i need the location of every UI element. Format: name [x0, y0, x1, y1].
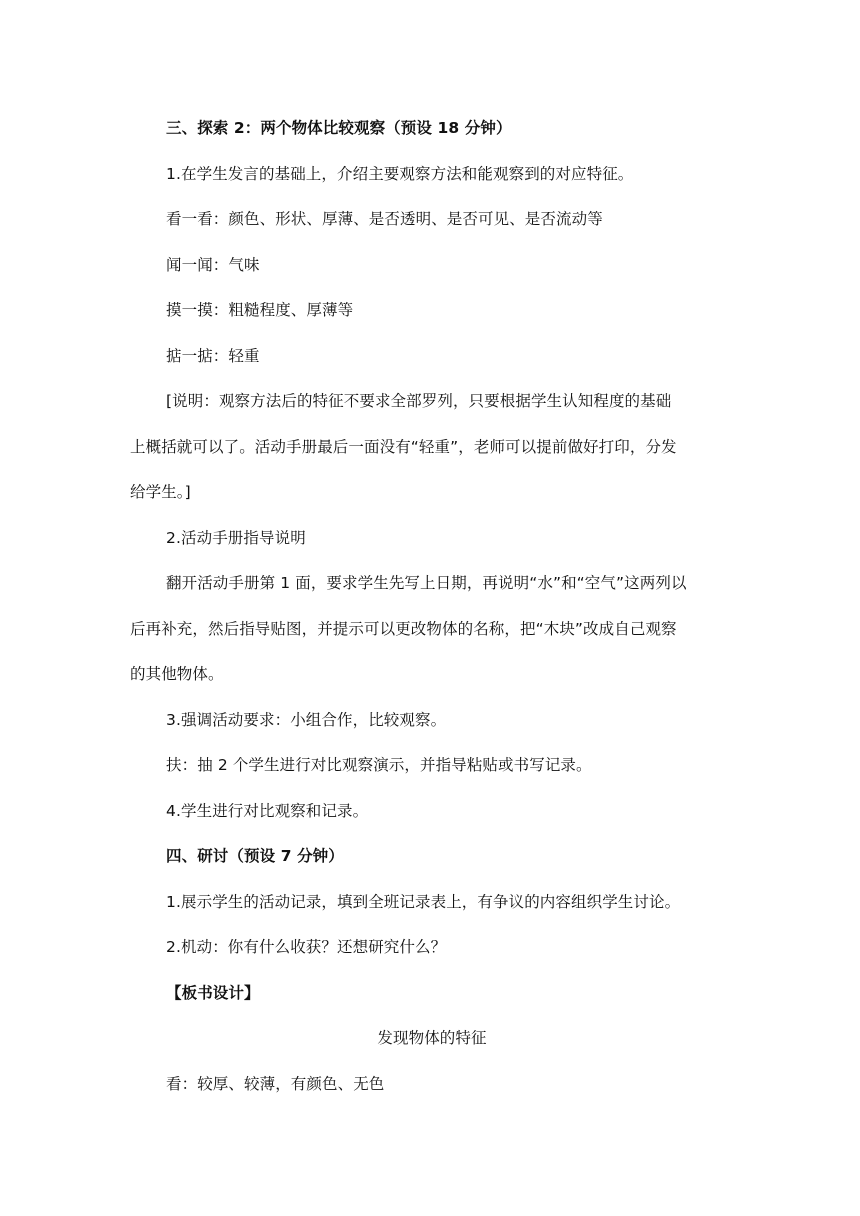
board-look-line: 看：较厚、较薄，有颜色、无色 [166, 1074, 385, 1093]
section-heading-discussion: 四、研讨（预设 7 分钟） [166, 847, 344, 865]
paragraph-touch: 摸一摸：粗糙程度、厚薄等 [166, 301, 354, 319]
paragraph-step-2: 2.活动手册指导说明 [166, 528, 306, 547]
paragraph-handbook-line-2: 后再补充，然后指导贴图，并提示可以更改物体的名称，把“木块”改成自己观察 [130, 619, 677, 638]
paragraph-demo: 扶：抽 2 个学生进行对比观察演示，并指导粘贴或书写记录。 [166, 756, 592, 774]
paragraph-note-line-2: 上概括就可以了。活动手册最后一面没有“轻重”，老师可以提前做好打印，分发 [130, 437, 677, 456]
paragraph-step-3: 3.强调活动要求：小组合作，比较观察。 [166, 710, 447, 729]
section-heading-board-design: 【板书设计】 [166, 983, 260, 1002]
paragraph-weigh: 掂一掂：轻重 [166, 346, 260, 365]
paragraph-step-1: 1.在学生发言的基础上，介绍主要观察方法和能观察到的对应特征。 [166, 164, 634, 183]
paragraph-discussion-2: 2.机动：你有什么收获？还想研究什么？ [166, 938, 447, 956]
paragraph-step-4: 4.学生进行对比观察和记录。 [166, 801, 369, 820]
board-title: 发现物体的特征 [377, 1029, 487, 1047]
paragraph-discussion-1: 1.展示学生的活动记录，填到全班记录表上，有争议的内容组织学生讨论。 [166, 892, 681, 911]
document-body [130, 106, 734, 1107]
section-heading-explore-2: 三、探索 2：两个物体比较观察（预设 18 分钟） [166, 119, 512, 137]
paragraph-smell: 闻一闻：气味 [166, 255, 260, 274]
paragraph-look: 看一看：颜色、形状、厚薄、是否透明、是否可见、是否流动等 [166, 210, 603, 228]
paragraph-handbook-line-1: 翻开活动手册第 1 面，要求学生先写上日期，再说明“水”和“空气”这两列以 [166, 574, 687, 592]
paragraph-note-line-1: [说明：观察方法后的特征不要求全部罗列，只要根据学生认知程度的基础 [166, 392, 672, 410]
paragraph-note-line-3: 给学生。] [130, 483, 191, 501]
paragraph-handbook-line-3: 的其他物体。 [130, 665, 224, 683]
